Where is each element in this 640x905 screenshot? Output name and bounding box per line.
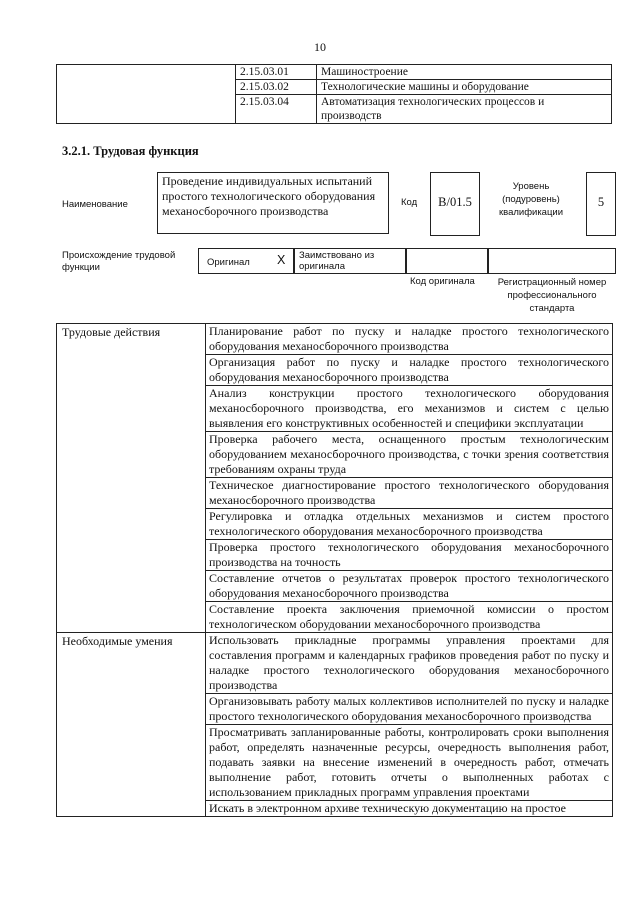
function-name-box: Проведение индивидуальных испытаний простого технологического оборудования механосборочного производства <box>157 172 389 234</box>
skill-item: Просматривать запланированные работы, контролировать сроки выполнения работ, определять назначенные ресурсы, очередность выполнения работ, подавать заявки на внесение изменений в очередность работ, отмечать выполнение работ, готовить отчеты о выполненных работах с использованием прикладных программ управления проектами <box>206 725 613 801</box>
labor-function-table <box>56 323 613 817</box>
name-label: Наименование <box>62 199 128 210</box>
skill-item: Использовать прикладные программы управления проектами для составления программ и календарных графиков проведения работ по пуску и наладке простого технологического оборудования механосборочного производства <box>206 633 613 694</box>
table-row <box>57 65 612 80</box>
labor-action-item: Планирование работ по пуску и наладке простого технологического оборудования механосборочного производства <box>206 324 613 355</box>
labor-action-item: Составление отчетов о результатах проверок простого технологического оборудования механосборочного производства <box>206 571 613 602</box>
name-cell: Машиностроение <box>317 65 612 80</box>
labor-action-item: Проверка рабочего места, оснащенного простым технологическим оборудованием механосборочного производства, с точки зрения соответствия требованиям охраны труда <box>206 432 613 478</box>
table-row <box>57 633 613 694</box>
labor-actions-label: Трудовые действия <box>57 324 206 633</box>
reg-number-cell <box>487 248 616 274</box>
labor-action-item: Техническое диагностирование простого технологического оборудования механосборочного производства <box>206 478 613 509</box>
labor-action-item: Регулировка и отладка отдельных механизмов и систем простого технологического оборудования механосборочного производства <box>206 509 613 540</box>
code-cell: 2.15.03.01 <box>236 65 317 80</box>
codes-table <box>56 64 612 124</box>
borrowed-label: Заимствовано из оригинала <box>299 250 375 272</box>
labor-action-item: Анализ конструкции простого технологического оборудования механосборочного производства, его механизмов и систем с целью выявления его конструктивных особенностей и специфики эксплуатации <box>206 386 613 432</box>
borrowed-cell <box>293 248 407 274</box>
code-original-cell <box>405 248 489 274</box>
level-value-box: 5 <box>586 172 616 236</box>
original-cell <box>198 248 295 274</box>
skill-item: Организовывать работу малых коллективов исполнителей по пуску и наладке простого технологического оборудования механосборочного производства <box>206 694 613 725</box>
code-label: Код <box>401 197 418 208</box>
original-label: Оригинал <box>207 257 250 268</box>
name-cell: Автоматизация технологических процессов и производств <box>317 95 612 124</box>
reg-number-caption: Регистрационный номер профессионального стандарта <box>497 277 607 314</box>
labor-action-item: Составление проекта заключения приемочной комиссии о простом технологическом оборудовании механосборочного производства <box>206 602 613 633</box>
level-label: Уровень (подуровень) квалификации <box>498 181 564 218</box>
table-row <box>57 324 613 355</box>
code-value-box: В/01.5 <box>430 172 480 236</box>
code-cell: 2.15.03.04 <box>236 95 317 124</box>
page-number: 10 <box>314 40 326 54</box>
name-cell: Технологические машины и оборудование <box>317 80 612 95</box>
original-mark: X <box>277 253 286 267</box>
skill-item: Искать в электронном архиве техническую документацию на простое <box>206 801 613 817</box>
code-cell: 2.15.03.02 <box>236 80 317 95</box>
labor-action-item: Проверка простого технологического оборудования механосборочного производства на точность <box>206 540 613 571</box>
origin-label: Происхождение трудовой функции <box>62 250 176 273</box>
skills-label: Необходимые умения <box>57 633 206 817</box>
section-title: 3.2.1. Трудовая функция <box>62 144 199 158</box>
labor-action-item: Организация работ по пуску и наладке простого технологического оборудования механосборочного производства <box>206 355 613 386</box>
empty-cell <box>57 65 236 124</box>
code-original-caption: Код оригинала <box>410 276 475 287</box>
